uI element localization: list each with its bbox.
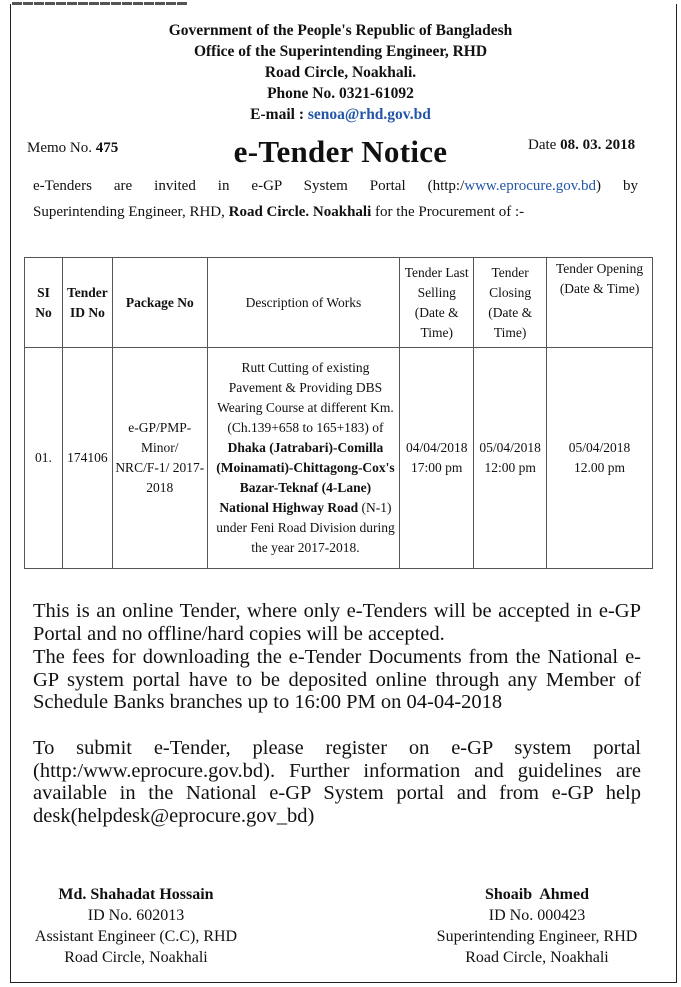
signatory-designation: Superintending Engineer, RHD <box>436 928 638 945</box>
intro-text-2: ) by <box>596 178 638 194</box>
signatory-id: ID No. 000423 <box>488 907 586 924</box>
cell-opening: 05/04/2018 12.00 pm <box>547 348 653 569</box>
paragraph-online-tender: This is an online Tender, where only e-Tenders will be accepted in e-GP Portal and no offline/hard copies will be accepted. <box>33 600 641 645</box>
col-package: Package No <box>112 258 207 348</box>
paragraph-fees: The fees for downloading the e-Tender Documents from the National e-GP system portal have to be deposited online through any Member of Schedule Banks branches up to 16:00 PM on 04-04-2018 <box>33 646 641 713</box>
intro-circle: Road Circle. Noakhali <box>228 204 372 220</box>
cell-description: Rutt Cutting of existing Pavement & Providing DBS Wearing Course at different Km. (Ch.139+658 to 165+183) of Dhaka (Jatrabari)-Comilla (Moinamati)-Chittagong-Cox's Bazar-Teknaf (4-Lane) National Highway Road (N-1) under Feni Road Division during the year 2017-2018. <box>207 348 400 569</box>
email-link[interactable]: senoa@rhd.gov.bd <box>307 106 431 123</box>
signatory-office: Road Circle, Noakhali <box>64 949 208 966</box>
cropped-top-text: ▬▬▬▬▬▬▬▬▬▬▬▬▬▬▬▬ <box>12 0 188 8</box>
tender-table <box>24 257 653 569</box>
cell-sl: 01. <box>25 348 63 569</box>
email-label: E-mail : <box>250 106 304 123</box>
signatory-id: ID No. 602013 <box>87 907 185 924</box>
header-government: Government of the People's Republic of Bangladesh <box>168 22 513 39</box>
header-office: Office of the Superintending Engineer, RHD <box>193 43 488 60</box>
intro-text-1: e-Tenders are invited in e-GP System Portal (http:/ <box>33 178 465 194</box>
eprocure-link[interactable]: www.eprocure.gov.bd <box>464 178 597 194</box>
signatory-left <box>14 884 258 968</box>
intro-line-1 <box>33 178 638 195</box>
page-title: e-Tender Notice <box>233 134 448 169</box>
cell-closing: 05/04/2018 12:00 pm <box>474 348 547 569</box>
col-opening: Tender Opening (Date & Time) <box>547 258 653 348</box>
notice-date <box>528 137 635 154</box>
signatory-name: Shoaib Ahmed <box>484 886 590 903</box>
table-row <box>25 348 653 569</box>
date-label: Date <box>528 137 557 153</box>
memo-label: Memo No. <box>27 140 92 156</box>
signatory-name: Md. Shahadat Hossain <box>58 886 214 903</box>
table-header-row <box>25 258 653 348</box>
paragraph-register: To submit e-Tender, please register on e-GP system portal (http:/www.eprocure.gov.bd). Further information and guidelines are available in the National e-GP System portal and from e-GP help desk(helpdesk@eprocure.gov_bd) <box>33 737 641 827</box>
memo-value: 475 <box>95 140 119 156</box>
cell-last-selling: 04/04/2018 17:00 pm <box>400 348 474 569</box>
header-email <box>0 106 681 124</box>
date-value: 08. 03. 2018 <box>560 137 636 153</box>
intro-text-4: for the Procurement of :- <box>375 204 525 220</box>
col-sl: SI No <box>25 258 63 348</box>
col-description: Description of Works <box>207 258 400 348</box>
header-phone: Phone No. 0321-61092 <box>267 85 414 102</box>
signatory-designation: Assistant Engineer (C.C), RHD <box>34 928 238 945</box>
cell-package: e-GP/PMP- Minor/ NRC/F-1/ 2017- 2018 <box>112 348 207 569</box>
cell-tender-id: 174106 <box>62 348 112 569</box>
col-closing: Tender Closing (Date & Time) <box>474 258 547 348</box>
col-last-selling: Tender Last Selling (Date & Time) <box>400 258 474 348</box>
intro-line-2 <box>33 204 638 221</box>
signatory-office: Road Circle, Noakhali <box>465 949 609 966</box>
signatory-right <box>412 884 662 968</box>
header-address: Road Circle, Noakhali. <box>264 64 417 81</box>
intro-text-3: Superintending Engineer, RHD, <box>33 204 225 220</box>
col-tender-id: Tender ID No <box>62 258 112 348</box>
